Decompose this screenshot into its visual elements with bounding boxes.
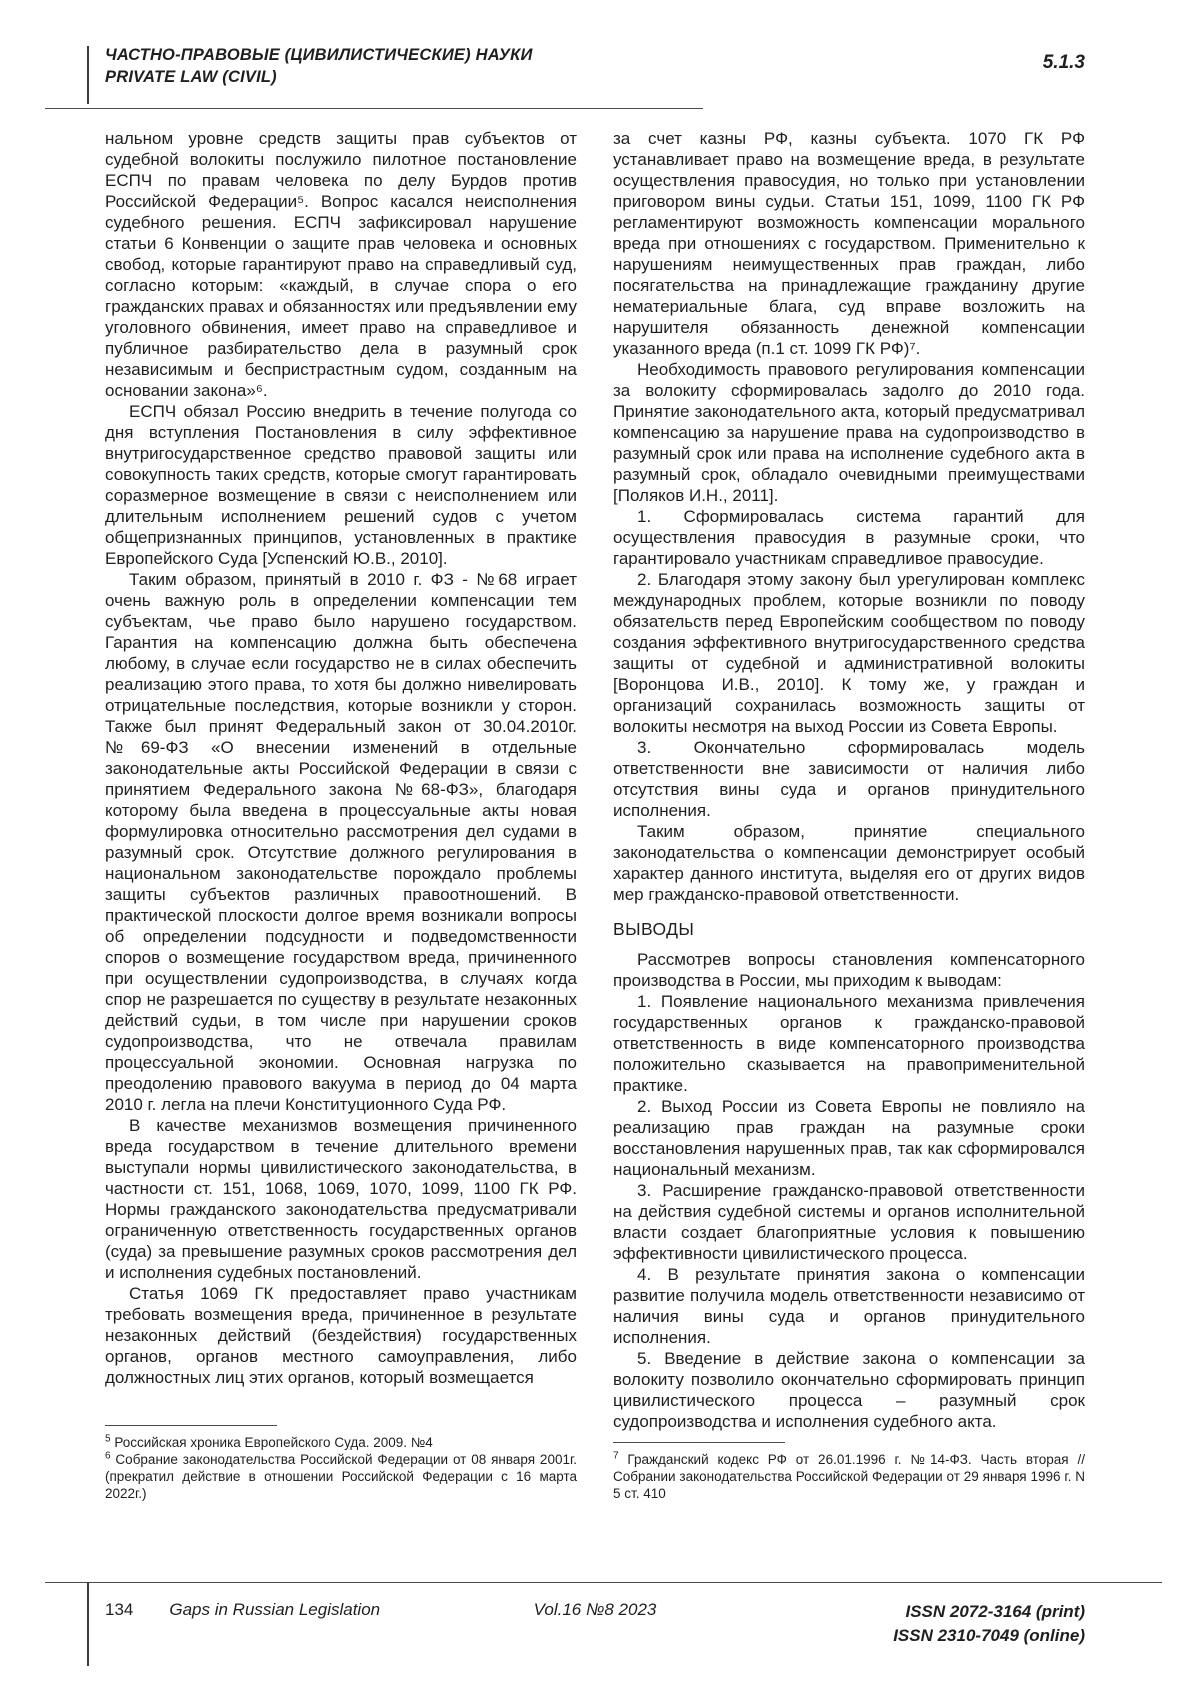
issn-online: ISSN 2310-7049 (online) <box>893 1626 1086 1645</box>
paragraph: Необходимость правового регулирования компенсации за волокиту сформировалась задолго до 2010 года. Принятие законодательного акта, который предусматривал компенсацию за нарушение права на судопроизводство в разумный срок или права на исполнение судебного акта в разумный срок, обладало очевидными преимуществами [Поляков И.Н., 2011]. <box>613 360 1085 505</box>
footer-left <box>105 1600 534 1620</box>
paragraph: 3. Окончательно сформировалась модель ответственности вне зависимости от наличия либо отсутствия вины суда и органов принудительного исполнения. <box>613 738 1085 820</box>
paragraph: Таким образом, принятие специального законодательства о компенсации демонстрирует особый характер данного института, выделяя его от других видов мер гражданско-правовой ответственности. <box>613 822 1085 904</box>
paragraph: Таким образом, принятый в 2010 г. ФЗ - №68 играет очень важную роль в определении компенсации тем субъектам, чье право было нарушено государством. Гарантия на компенсацию должна быть обеспечена любому, в случае если государство не в силах обеспечить реализацию этого права, то хотя бы должно нивелировать отрицательные последствия, которые возникли у сторон. Также был принят Федеральный закон от 30.04.2010г. №69-ФЗ «О внесении изменений в отдельные законодательные акты Российской Федерации в связи с принятием Федерального закона №68-ФЗ», благодаря которому была введена в процессуальные акты новая формулировка относительно рассмотрения дел судами в разумный срок. Отсутствие должного регулирования в национальном законодательстве порождало проблемы защиты субъектов различных правоотношений. В практической плоскости долгое время возникали вопросы об определении подсудности и подведомственности споров о возмещение государством вреда, причиненного при осуществлении судопроизводства, в случаях когда спор не разрешается по существу в результате незаконных действий судьи, в том числе при нарушении сроков судопроизводства, что не отвечала правилам процессуальной экономии. Основная нагрузка по преодолению правового вакуума в период до 04 марта 2010 г. легла на плечи Конституционного Суда РФ. <box>105 570 577 1114</box>
paragraph: 2. Выход России из Совета Европы не повлияло на реализацию прав граждан на разумные сроки восстановления нарушенных прав, так как сформировался национальный механизм. <box>613 1097 1085 1179</box>
footnote: $^6$ Собрание законодательства Российской Федерации от 08 января 2001г. (прекратил действие в отношении Российской Федерации с 16 марта 2022г.) <box>105 1450 577 1501</box>
running-head-ru: ЧАСТНО-ПРАВОВЫЕ (ЦИВИЛИСТИЧЕСКИЕ) НАУКИ <box>105 46 533 64</box>
paragraph: 1. Сформировалась система гарантий для осуществления правосудия в разумные сроки, что гарантировало участникам справедливое правосудие. <box>613 507 1085 568</box>
issn-print: ISSN 2072-3164 (print) <box>905 1602 1086 1621</box>
left-column-text <box>105 128 577 1388</box>
paragraph: 2. Благодаря этому закону был урегулирован комплекс международных проблем, которые возникли по поводу обязательств перед Европейским сообществом по поводу создания эффективного внутригосударственного средства защиты от судебной и административной волокиты [Воронцова И.В., 2010]. К тому же, у граждан и организаций сохранилась возможность защиты от волокиты несмотря на выход России из Совета Европы. <box>613 570 1085 736</box>
volume-issue: Vol.16 №8 2023 <box>533 1600 657 1619</box>
paragraph: 3. Расширение гражданско-правовой ответственности на действия судебной системы и органов исполнительной власти создает благоприятные условия к повышению эффективности цивилистического процесса. <box>613 1181 1085 1263</box>
paragraph: ЕСПЧ обязал Россию внедрить в течение полугода со дня вступления Постановления в силу эффективное внутригосударственное средство правовой защиты или совокупность таких средств, которые смогут гарантировать соразмерное возмещение в связи с неисполнением или длительным исполнением решений судов с учетом общепризнанных принципов, установленных в практике Европейского Суда [Успенский Ю.В., 2010]. <box>105 402 577 568</box>
right-column <box>613 128 1085 1502</box>
paragraph: 5. Введение в действие закона о компенсации за волокиту позволило окончательно сформировать принцип цивилистического процесса – разумный срок судопроизводства и исполнения судебного акта. <box>613 1349 1085 1431</box>
left-column <box>105 128 577 1502</box>
right-footnotes <box>613 1432 1085 1502</box>
footer-vertical-rule <box>87 1582 89 1666</box>
footnote: $^5$ Российская хроника Европейского Суда. 2009. №4 <box>105 1433 433 1450</box>
paragraph: В качестве механизмов возмещения причиненного вреда государством в течение длительного времени выступали нормы цивилистического законодательства, в частности ст. 151, 1068, 1069, 1070, 1099, 1100 ГК РФ. Нормы гражданского законодательства предусматривали ограниченную ответственность государственных органов (суда) за превышение разумных сроков рассмотрения дел и исполнения судебных постановлений. <box>105 1116 577 1282</box>
left-footnotes <box>105 1415 577 1502</box>
header-vertical-rule <box>87 46 89 104</box>
right-column-text <box>613 128 1085 1432</box>
paragraph: 1. Появление национального механизма привлечения государственных органов к гражданско-правовой ответственность в виде компенсаторного производства положительно сказывается на правоприменительной практике. <box>613 992 1085 1095</box>
running-head-en: PRIVATE LAW (CIVIL) <box>105 68 277 86</box>
paragraph: Рассмотрев вопросы становления компенсаторного производства в России, мы приходим к выводам: <box>613 950 1085 990</box>
running-head <box>105 44 1085 88</box>
footer-issn <box>656 1600 1085 1648</box>
paragraph: за счет казны РФ, казны субъекта. 1070 ГК РФ устанавливает право на возмещение вреда, в результате осуществления правосудия, но только при установлении приговором вины судьи. Статьи 151, 1099, 1100 ГК РФ регламентируют возможность компенсации морального вреда при отношениях с государством. Применительно к нарушениям неимущественных прав граждан, либо посягательства на принадлежащие гражданину другие нематериальные блага, суд вправе возложить на нарушителя обязанность денежной компенсации указанного вреда (п.1 ст. 1099 ГК РФ)⁷. <box>613 129 1085 358</box>
footnote: $^7$ Гражданский кодекс РФ от 26.01.1996 г. №14-ФЗ. Часть вторая // Собрании законодательства Российской Федерации от 29 января 1996 г. N 5 ст. 410 <box>613 1450 1085 1501</box>
paragraph: Статья 1069 ГК предоставляет право участникам требовать возмещения вреда, причиненное в результате незаконных действий (бездействия) государственных органов, органов местного самоуправления, либо должностных лиц этих органов, который возмещается <box>105 1284 577 1387</box>
page-footer <box>105 1600 1085 1648</box>
footnote-rule <box>105 1425 277 1426</box>
page-number: 134 <box>105 1600 134 1619</box>
footnote-rule <box>613 1442 785 1443</box>
header-rule <box>45 108 703 109</box>
footnote-marker: 6 <box>105 1450 111 1462</box>
footnote-marker: 7 <box>613 1450 619 1462</box>
article-body <box>105 128 1085 1502</box>
paragraph: нальном уровне средств защиты прав субъектов от судебной волокиты послужило пилотное постановление ЕСПЧ по правам человека по делу Бурдов против Российской Федерации⁵. Вопрос касался неисполнения судебного решения. ЕСПЧ зафиксировал нарушение статьи 6 Конвенции о защите прав человека и основных свобод, которые гарантируют право на справедливый суд, согласно которым: «каждый, в случае спора о его гражданских правах и обязанностях или предъявлении ему уголовного обвинения, имеет право на справедливое и публичное разбирательство дела в разумный срок независимым и беспристрастным судом, созданным на основании закона»⁶. <box>105 129 577 400</box>
section-code: 5.1.3 <box>1042 52 1085 73</box>
running-head-titles <box>105 44 533 88</box>
journal-title: Gaps in Russian Legislation <box>169 1600 381 1619</box>
section-heading: ВЫВОДЫ <box>613 919 695 939</box>
paragraph: 4. В результате принятия закона о компенсации развитие получила модель ответственности независимо от наличия вины суда и органов принудительного исполнения. <box>613 1265 1085 1347</box>
footnote-marker: 5 <box>105 1433 111 1445</box>
footer-rule <box>45 1582 1162 1583</box>
